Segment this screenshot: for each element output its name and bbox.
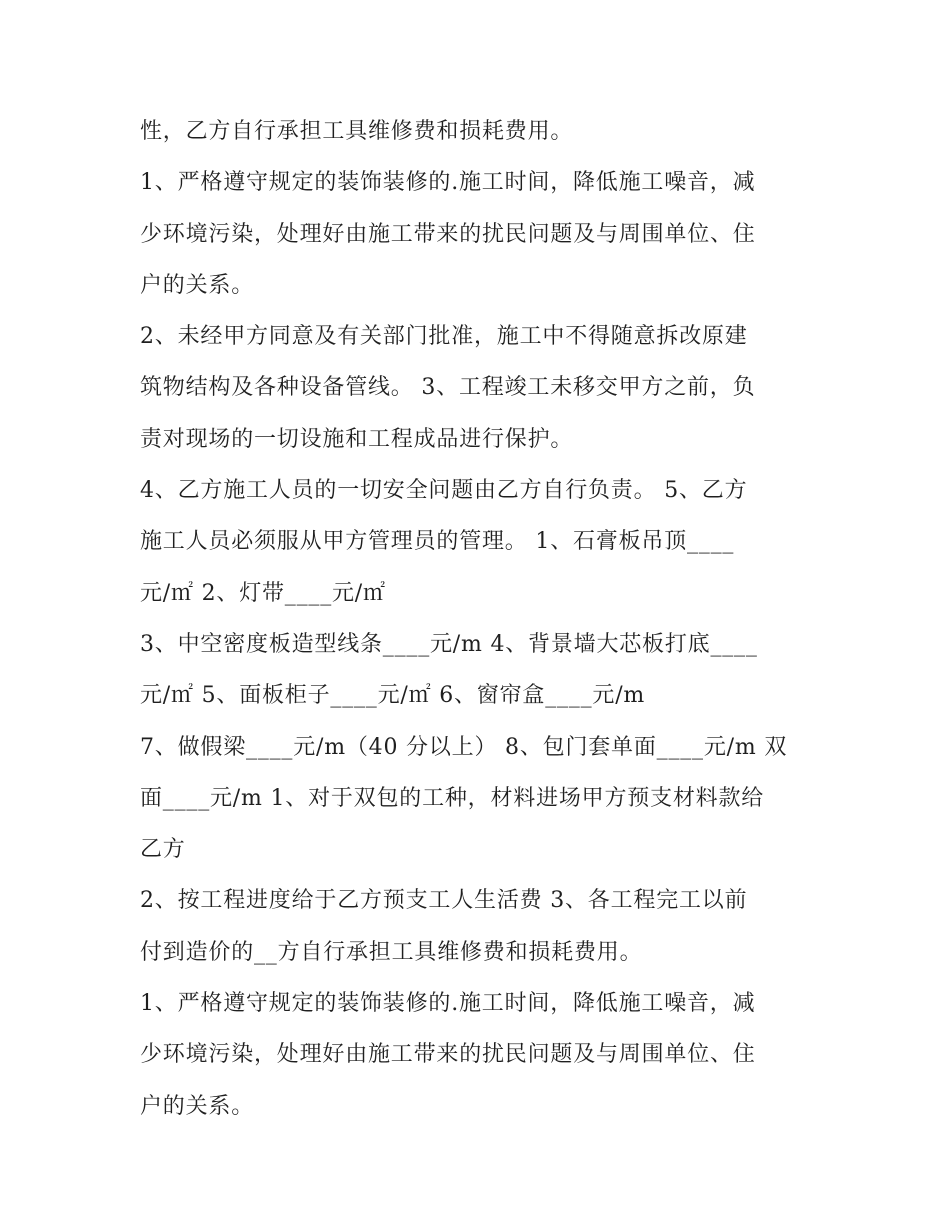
document-body (140, 112, 820, 1138)
text-line: 2、按工程进度给于乙方预支工人生活费 3、各工程完工以前 (140, 888, 748, 914)
text-line: 户的关系。 (140, 272, 255, 298)
text-line: 元/㎡ 2、灯带____元/㎡ (140, 580, 386, 606)
text-line: 施工人员必须服从甲方管理员的管理。 1、石膏板吊顶____ (140, 529, 735, 555)
text-line: 面____元/m 1、对于双包的工种，材料进场甲方预支材料款给 (140, 785, 765, 811)
text-line: 1、严格遵守规定的装饰装修的.施工时间，降低施工噪音，减 (140, 991, 756, 1017)
text-line: 付到造价的__方自行承担工具维修费和损耗费用。 (140, 939, 643, 965)
text-line: 责对现场的一切设施和工程成品进行保护。 (140, 426, 574, 452)
text-line: 性，乙方自行承担工具维修费和损耗费用。 (140, 119, 574, 144)
text-line: 少环境污染，处理好由施工带来的扰民问题及与周围单位、住 (140, 1042, 756, 1068)
text-line: 筑物结构及各种设备管线。 3、工程竣工未移交甲方之前，负 (140, 375, 756, 401)
text-line: 户的关系。 (140, 1093, 255, 1119)
text-line: 少环境污染，处理好由施工带来的扰民问题及与周围单位、住 (140, 221, 756, 247)
text-line: 元/㎡ 5、面板柜子____元/㎡ 6、窗帘盒____元/m (140, 683, 646, 709)
text-line: 4、乙方施工人员的一切安全问题由乙方自行负责。 5、乙方 (140, 478, 748, 504)
text-line: 3、中空密度板造型线条____元/m 4、背景墙大芯板打底____ (140, 631, 758, 657)
text-line: 2、未经甲方同意及有关部门批准，施工中不得随意拆改原建 (140, 324, 748, 350)
text-line: 1、严格遵守规定的装饰装修的.施工时间，降低施工噪音，减 (140, 170, 756, 196)
text-line: 7、做假梁____元/m（40 分以上） 8、包门套单面____元/m 双 (140, 734, 788, 760)
text-line: 乙方 (140, 837, 186, 863)
